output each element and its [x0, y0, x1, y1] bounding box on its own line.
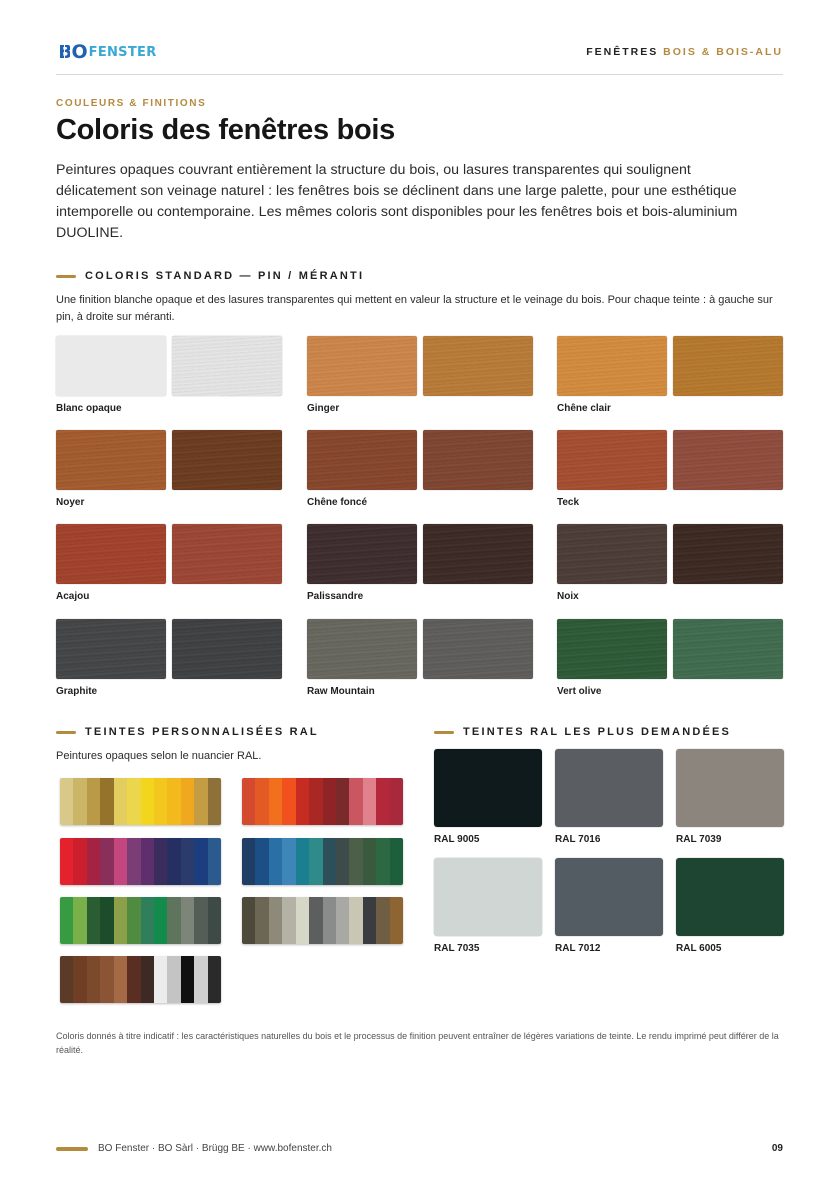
ral-fan-strip: [242, 838, 403, 885]
ral-fan-chip: [296, 778, 309, 825]
ral-fan-chip: [242, 838, 255, 885]
color-label: Blanc opaque: [56, 403, 122, 414]
ral-fan-chip: [194, 778, 207, 825]
heading-bar: [434, 731, 454, 734]
swatch-meranti: [172, 524, 282, 584]
swatch-pin: [307, 619, 417, 679]
logo-fenster: FENSTER: [88, 44, 157, 60]
color-label: Palissandre: [307, 591, 364, 602]
ral-fan-chip: [114, 897, 127, 944]
ral-fan-chip: [255, 778, 268, 825]
ral-fan-chip: [114, 778, 127, 825]
ral-fan-chip: [154, 956, 167, 1003]
logo: [56, 38, 156, 66]
page-number: 09: [771, 1143, 783, 1154]
color-label: Graphite: [56, 686, 98, 697]
footer-text: BO Fenster · BO Sàrl · Brügg BE · www.bofenster.ch: [98, 1143, 332, 1154]
swatch-meranti: [423, 336, 533, 396]
disclaimer-note: Coloris donnés à titre indicatif : les caractéristiques naturelles du bois et le processus de finition peuvent entraîner de légères variations de teinte. Le rendu imprimé peut différer de la réalité.: [56, 1031, 779, 1055]
ral-fan-chip: [208, 956, 221, 1003]
ral-fan-chip: [336, 897, 349, 944]
page-title: Coloris des fenêtres bois: [56, 114, 395, 146]
ral-fan-chip: [363, 778, 376, 825]
ral-fan-chip: [208, 897, 221, 944]
ral-swatch: [434, 749, 542, 827]
ral-fan-chip: [60, 778, 73, 825]
ral-fan-chip: [87, 956, 100, 1003]
ral-fan-chip: [167, 956, 180, 1003]
ral-fan-chip: [309, 778, 322, 825]
ral-fan-chip: [87, 778, 100, 825]
color-label: Chêne foncé: [307, 497, 368, 508]
swatch-pin: [557, 524, 667, 584]
ral-fan-chip: [255, 838, 268, 885]
ral-label: RAL 9005: [434, 834, 480, 845]
ral-swatch: [555, 858, 663, 936]
swatch-meranti: [172, 336, 282, 396]
ral-fan-chip: [296, 838, 309, 885]
ral-fan-chip: [60, 897, 73, 944]
swatch-meranti: [673, 619, 783, 679]
swatch-pin: [307, 430, 417, 490]
ral-fan-chip: [73, 778, 86, 825]
swatch-meranti: [423, 619, 533, 679]
color-label: Vert olive: [557, 686, 602, 697]
ral-fan-chip: [154, 897, 167, 944]
ral-fan-chip: [269, 838, 282, 885]
ral-swatch: [676, 858, 784, 936]
ral-fan-chip: [376, 778, 389, 825]
color-label: Raw Mountain: [307, 686, 375, 697]
ral-fan-chip: [336, 778, 349, 825]
ral-swatch: [555, 749, 663, 827]
ral-fan-chip: [282, 897, 295, 944]
ral-fan-chip: [208, 838, 221, 885]
ral-fan-chip: [154, 778, 167, 825]
swatch-meranti: [673, 336, 783, 396]
header-section-prefix: FENÊTRES: [586, 46, 659, 58]
swatch-pin: [56, 524, 166, 584]
color-label: Teck: [557, 497, 580, 508]
ral-label: RAL 7012: [555, 943, 601, 954]
ral-fan-chip: [181, 956, 194, 1003]
ral-fan-chip: [309, 897, 322, 944]
ral-fan-chip: [73, 956, 86, 1003]
swatch-meranti: [673, 524, 783, 584]
swatch-pin: [307, 524, 417, 584]
ral-popular-heading-text: TEINTES RAL LES PLUS DEMANDÉES: [463, 726, 732, 738]
ral-fan-chip: [282, 838, 295, 885]
swatch-pin: [557, 619, 667, 679]
color-label: Chêne clair: [557, 403, 611, 414]
ral-fan-chip: [141, 956, 154, 1003]
ral-label: RAL 7035: [434, 943, 480, 954]
ral-fan-chip: [127, 897, 140, 944]
ral-fan-chip: [87, 838, 100, 885]
ral-fan-chip: [73, 897, 86, 944]
ral-fan-chip: [167, 897, 180, 944]
swatch-pin: [56, 619, 166, 679]
ral-custom-heading: [56, 726, 319, 738]
ral-fan-chip: [181, 838, 194, 885]
ral-fan-chip: [114, 956, 127, 1003]
ral-fan-chip: [242, 778, 255, 825]
lead-paragraph: Peintures opaques couvrant entièrement la structure du bois, ou lasures transparentes qui soulignent délicatement son veinage naturel : les fenêtres bois se déclinent dans une large palette, pour une esthétique intemporelle ou contemporaine. Les mêmes coloris sont disponibles pour les fenêtres bois et bois-aluminium DUOLINE.: [56, 162, 738, 241]
color-label: Noyer: [56, 497, 85, 508]
ral-fan-chip: [269, 778, 282, 825]
ral-fan-chip: [127, 956, 140, 1003]
ral-fan-chip: [167, 778, 180, 825]
ral-fan-chip: [114, 838, 127, 885]
ral-fan-chip: [194, 897, 207, 944]
standard-heading: [56, 270, 364, 282]
kicker: COULEURS & FINITIONS: [56, 98, 207, 109]
color-label: Acajou: [56, 591, 90, 602]
ral-fan-chip: [349, 897, 362, 944]
ral-fan-chip: [376, 897, 389, 944]
ral-fan-chip: [100, 956, 113, 1003]
ral-fan-chip: [323, 838, 336, 885]
ral-popular-heading: [434, 726, 731, 738]
ral-swatch: [676, 749, 784, 827]
logo-bo: BO: [58, 41, 87, 63]
color-label: Noix: [557, 591, 579, 602]
ral-fan-chip: [87, 897, 100, 944]
ral-fan-strip: [242, 897, 403, 944]
ral-fan-chip: [181, 778, 194, 825]
ral-fan-chip: [60, 838, 73, 885]
ral-fan-chip: [309, 838, 322, 885]
ral-label: RAL 6005: [676, 943, 722, 954]
swatch-meranti: [423, 524, 533, 584]
swatch-pin: [56, 336, 166, 396]
ral-fan-chip: [100, 838, 113, 885]
ral-fan-chip: [100, 897, 113, 944]
swatch-pin: [56, 430, 166, 490]
ral-fan-chip: [141, 838, 154, 885]
swatch-pin: [557, 336, 667, 396]
ral-fan-chip: [323, 778, 336, 825]
ral-fan-strip: [60, 778, 221, 825]
color-label: Ginger: [307, 403, 340, 414]
ral-label: RAL 7039: [676, 834, 722, 845]
ral-fan-chip: [323, 897, 336, 944]
ral-fan-chip: [181, 897, 194, 944]
ral-fan-chip: [127, 778, 140, 825]
ral-swatch: [434, 858, 542, 936]
ral-label: RAL 7016: [555, 834, 601, 845]
ral-fan-chip: [127, 838, 140, 885]
ral-fan-chip: [208, 778, 221, 825]
ral-custom-heading-text: TEINTES PERSONNALISÉES RAL: [85, 726, 319, 738]
swatch-meranti: [423, 430, 533, 490]
ral-fan-chip: [255, 897, 268, 944]
standard-heading-text: COLORIS STANDARD — PIN / MÉRANTI: [85, 270, 365, 282]
header-section-highlight: BOIS & BOIS-ALU: [663, 46, 783, 58]
ral-fan-chip: [141, 778, 154, 825]
footer-bar: [56, 1147, 88, 1151]
ral-fan-chip: [363, 838, 376, 885]
header-section-label: [586, 46, 783, 58]
ral-fan-strip: [60, 838, 221, 885]
ral-fan-strip: [242, 778, 403, 825]
ral-fan-chip: [363, 897, 376, 944]
ral-fan-chip: [390, 897, 403, 944]
ral-fan-chip: [349, 778, 362, 825]
ral-fan-chip: [141, 897, 154, 944]
ral-fan-chip: [390, 778, 403, 825]
ral-fan-strip: [60, 897, 221, 944]
swatch-meranti: [673, 430, 783, 490]
ral-fan-chip: [73, 838, 86, 885]
ral-fan-chip: [60, 956, 73, 1003]
ral-fan-chip: [390, 838, 403, 885]
ral-fan-chip: [376, 838, 389, 885]
ral-fan-chip: [194, 956, 207, 1003]
ral-fan-chip: [282, 778, 295, 825]
ral-fan-chip: [194, 838, 207, 885]
ral-fan-chip: [349, 838, 362, 885]
ral-fan-chip: [296, 897, 309, 944]
ral-fan-chip: [154, 838, 167, 885]
heading-bar: [56, 731, 76, 734]
swatch-meranti: [172, 619, 282, 679]
ral-fan-chip: [167, 838, 180, 885]
swatch-meranti: [172, 430, 282, 490]
swatch-pin: [307, 336, 417, 396]
ral-fan-chip: [269, 897, 282, 944]
standard-description: Une finition blanche opaque et des lasures transparentes qui mettent en valeur la structure et le veinage du bois. Pour chaque teinte : à gauche sur pin, à droite sur méranti.: [56, 294, 773, 323]
ral-fan-chip: [100, 778, 113, 825]
ral-custom-description: Peintures opaques selon le nuancier RAL.: [56, 750, 262, 762]
ral-fan-chip: [336, 838, 349, 885]
ral-fan-strip: [60, 956, 221, 1003]
swatch-pin: [557, 430, 667, 490]
heading-bar: [56, 275, 76, 278]
ral-fan-chip: [242, 897, 255, 944]
header-divider: [56, 74, 783, 75]
